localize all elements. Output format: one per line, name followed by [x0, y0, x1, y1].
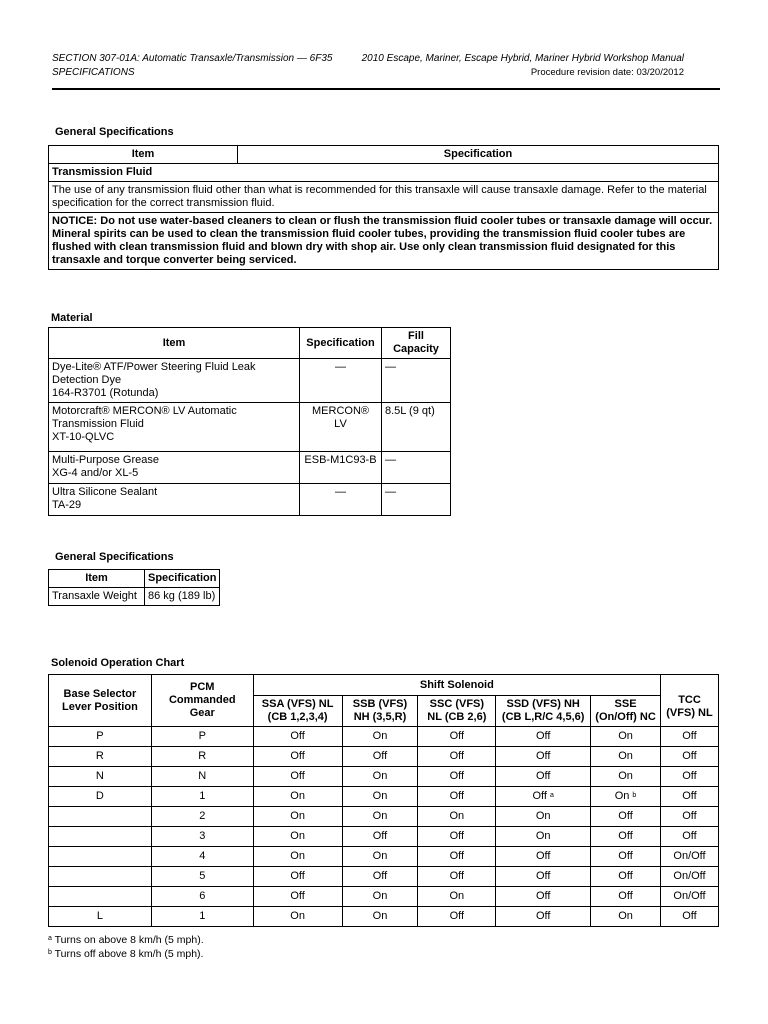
cell-ssd-value: Off — [535, 850, 551, 862]
header-divider — [52, 88, 720, 90]
cell-tcc — [661, 787, 719, 807]
table-row — [49, 787, 719, 807]
cell-lever — [49, 727, 152, 747]
notice-text: NOTICE: Do not use water-based cleaners to clean or flush the transmission fluid cooler tubes or transaxle damage will occur. Mineral spirits can be used to clean the transmission fluid cooler tubes, providing the transmission fluid cooler tubes are flushed with clean transmission fluid and blown dry with shop air. Use only clean transmission fluid designated for this transaxle and torque converter being serviced. — [49, 213, 719, 270]
material-col-spec: Specification — [300, 328, 382, 359]
cell-tcc — [661, 867, 719, 887]
cell-gear-value: 6 — [199, 890, 206, 902]
cell-gear — [151, 767, 253, 787]
fill-label: Fill — [408, 330, 424, 342]
footnote-a-text: Turns on above 8 km/h (5 mph). — [51, 934, 204, 946]
cell-ssa-value: On — [290, 830, 305, 842]
cell-ssa-value: Off — [290, 890, 305, 902]
pcm-label: PCM — [190, 681, 215, 693]
cell-sse — [591, 767, 661, 787]
cell-sse — [591, 907, 661, 927]
cell-gear — [151, 907, 253, 927]
footnote-a — [48, 933, 204, 947]
cell-ssd-value: Off — [535, 730, 551, 742]
cell-sse — [591, 807, 661, 827]
cell-gear-value: R — [198, 750, 207, 762]
cell-ssb-value: On — [372, 730, 388, 742]
table-row — [49, 847, 719, 867]
capacity-label: Capacity — [393, 343, 439, 355]
transaxle-weight-label: Transaxle Weight — [49, 588, 145, 606]
cell-ssc — [418, 767, 496, 787]
cell-ssa — [253, 907, 342, 927]
commanded-label: Commanded — [168, 694, 236, 706]
cell-ssc-value: On — [449, 890, 465, 902]
cell-ssc-value: On — [449, 810, 465, 822]
material-spec: ESB-M1C93-B — [304, 454, 377, 466]
cell-sse — [591, 867, 661, 887]
cell-gear — [151, 867, 253, 887]
cell-ssd-value: Off — [535, 870, 551, 882]
cell-ssb — [342, 907, 418, 927]
cell-gear-value: P — [198, 730, 206, 742]
cell-tcc — [661, 887, 719, 907]
cell-ssc — [418, 747, 496, 767]
cell-ssc — [418, 807, 496, 827]
cell-sse-value: Off — [618, 830, 633, 842]
cell-sse — [591, 747, 661, 767]
cell-ssb — [342, 727, 418, 747]
cell-sse-value: On — [618, 910, 633, 922]
cell-ssd-footnote-mark: a — [549, 792, 554, 799]
cell-ssd-value: Off — [535, 910, 551, 922]
cell-ssd — [496, 787, 591, 807]
cell-ssd — [496, 807, 591, 827]
cell-ssc — [418, 727, 496, 747]
material-item-line: XT-10-QLVC — [52, 431, 115, 443]
fluid-warning-note: The use of any transmission fluid other than what is recommended for this transaxle will cause transaxle damage. Refer to the material specification for the correct transmission fluid. — [49, 182, 719, 213]
cell-ssb — [342, 767, 418, 787]
cell-ssb-value: On — [372, 810, 388, 822]
material-item-line: XG-4 and/or XL-5 — [52, 467, 139, 479]
cell-ssa-value: Off — [290, 770, 305, 782]
cell-ssb-value: Off — [372, 870, 388, 882]
cell-lever-value: L — [96, 910, 103, 922]
material-title: Material — [51, 312, 93, 324]
header-revision-date: Procedure revision date: 03/20/2012 — [530, 67, 684, 78]
weight-col-item: Item — [49, 570, 145, 588]
cell-ssd — [496, 847, 591, 867]
cell-tcc-value: Off — [682, 730, 697, 742]
col-pcm-gear — [151, 675, 253, 727]
base-selector-label: Base Selector — [63, 687, 137, 700]
cell-ssa — [253, 727, 342, 747]
cell-gear-value: 1 — [199, 910, 206, 922]
cell-ssa-value: Off — [290, 870, 305, 882]
transaxle-weight-table — [48, 569, 220, 606]
cell-tcc-value: Off — [682, 910, 697, 922]
lever-position-label: Lever Position — [62, 700, 138, 713]
cell-tcc — [661, 767, 719, 787]
cell-ssc — [418, 867, 496, 887]
cell-ssb-value: On — [372, 790, 388, 802]
cell-gear — [151, 847, 253, 867]
cell-ssb-value: On — [372, 890, 388, 902]
cell-ssb-value: Off — [372, 830, 388, 842]
cell-ssd-value: Off — [535, 890, 551, 902]
material-spec: LV — [334, 418, 347, 430]
cell-ssc-value: Off — [449, 910, 465, 922]
footnote-a-mark: a — [48, 935, 52, 942]
material-fill: — — [385, 454, 396, 466]
cell-sse-value: On — [618, 770, 633, 782]
table-row — [49, 827, 719, 847]
cell-gear-value: 2 — [199, 810, 206, 822]
ssc-detail: NL (CB 2,6) — [427, 711, 487, 723]
cell-sse-value: On — [618, 730, 633, 742]
material-row — [49, 403, 451, 452]
cell-ssa — [253, 787, 342, 807]
footnote-b-text: Turns off above 8 km/h (5 mph). — [51, 948, 204, 960]
table-row — [49, 807, 719, 827]
cell-ssb — [342, 747, 418, 767]
material-item-line: Detection Dye — [52, 374, 122, 386]
material-item-line: Multi-Purpose Grease — [52, 454, 159, 466]
cell-sse — [591, 887, 661, 907]
cell-ssb — [342, 827, 418, 847]
header-specifications: SPECIFICATIONS — [52, 67, 135, 78]
cell-lever — [49, 767, 152, 787]
ssa-detail: (CB 1,2,3,4) — [267, 711, 328, 723]
cell-sse-value: Off — [618, 810, 633, 822]
cell-ssd — [496, 907, 591, 927]
cell-tcc-value: Off — [682, 810, 697, 822]
solenoid-chart-title: Solenoid Operation Chart — [51, 657, 185, 669]
material-item-line: Ultra Silicone Sealant — [52, 486, 158, 498]
cell-gear-value: 5 — [199, 870, 206, 882]
material-spec: MERCON® — [312, 405, 369, 417]
col-ssd — [496, 696, 591, 727]
cell-ssa — [253, 867, 342, 887]
cell-ssd-value: Off — [532, 790, 547, 802]
cell-ssd — [496, 867, 591, 887]
cell-tcc — [661, 847, 719, 867]
cell-ssc-value: Off — [449, 830, 465, 842]
cell-ssb-value: Off — [372, 750, 388, 762]
cell-lever — [49, 807, 152, 827]
cell-ssc-value: Off — [449, 770, 465, 782]
page-header — [52, 52, 718, 80]
cell-gear — [151, 807, 253, 827]
cell-ssb-value: On — [372, 910, 388, 922]
table-row — [49, 747, 719, 767]
material-spec: — — [335, 361, 346, 373]
material-table — [48, 327, 451, 516]
cell-tcc-value: On/Off — [673, 870, 706, 882]
cell-ssa — [253, 887, 342, 907]
cell-tcc-value: On/Off — [673, 890, 706, 902]
cell-sse-value: Off — [618, 870, 633, 882]
sse-detail: (On/Off) NC — [595, 711, 656, 723]
cell-lever — [49, 867, 152, 887]
cell-lever-value: N — [95, 770, 104, 782]
ssd-label: SSD (VFS) NH — [506, 698, 580, 710]
cell-ssa — [253, 807, 342, 827]
cell-sse-value: Off — [618, 890, 633, 902]
cell-gear-value: 3 — [199, 830, 206, 842]
general-specifications-2-title: General Specifications — [55, 551, 174, 563]
tcc-label: TCC — [678, 693, 701, 706]
footnote-b — [48, 947, 203, 961]
cell-ssd — [496, 887, 591, 907]
ssb-detail: NH (3,5,R) — [353, 711, 407, 723]
col-specification-header: Specification — [238, 146, 719, 164]
header-section-title: SECTION 307-01A: Automatic Transaxle/Transmission — 6F35 — [52, 53, 333, 64]
cell-tcc-value: Off — [682, 770, 697, 782]
cell-lever — [49, 847, 152, 867]
cell-tcc-value: Off — [682, 750, 697, 762]
material-col-item: Item — [49, 328, 300, 359]
material-item-line: 164-R3701 (Rotunda) — [52, 387, 159, 399]
material-item-line: Motorcraft® MERCON® LV Automatic — [52, 405, 237, 417]
cell-sse-value: On — [614, 790, 630, 802]
cell-gear — [151, 787, 253, 807]
cell-ssb — [342, 787, 418, 807]
material-fill: — — [385, 361, 396, 373]
cell-ssb — [342, 807, 418, 827]
table-row — [49, 767, 719, 787]
cell-tcc — [661, 827, 719, 847]
cell-ssd-value: Off — [535, 750, 551, 762]
table-row — [49, 727, 719, 747]
solenoid-operation-table — [48, 674, 719, 927]
material-spec: — — [335, 486, 346, 498]
material-fill: 8.5L (9 qt) — [385, 405, 435, 417]
cell-ssb-value: On — [372, 770, 388, 782]
cell-tcc-value: Off — [682, 790, 697, 802]
col-ssa — [253, 696, 342, 727]
cell-ssc — [418, 887, 496, 907]
cell-gear — [151, 727, 253, 747]
table-row — [49, 887, 719, 907]
cell-ssa — [253, 747, 342, 767]
material-col-fill — [382, 328, 451, 359]
ssc-label: SSC (VFS) — [429, 698, 485, 710]
cell-tcc — [661, 747, 719, 767]
material-row — [49, 359, 451, 403]
cell-ssd — [496, 827, 591, 847]
header-manual-title: 2010 Escape, Mariner, Escape Hybrid, Mariner Hybrid Workshop Manual — [361, 53, 684, 64]
cell-ssa — [253, 847, 342, 867]
cell-ssc — [418, 827, 496, 847]
cell-ssd-value: On — [535, 810, 551, 822]
general-specifications-title: General Specifications — [55, 126, 174, 138]
cell-tcc — [661, 807, 719, 827]
cell-gear-value: N — [198, 770, 207, 782]
col-ssb — [342, 696, 418, 727]
cell-tcc — [661, 907, 719, 927]
col-ssc — [418, 696, 496, 727]
cell-sse — [591, 827, 661, 847]
cell-ssc-value: Off — [449, 790, 465, 802]
cell-ssa — [253, 767, 342, 787]
cell-ssd — [496, 727, 591, 747]
gear-label: Gear — [189, 707, 215, 719]
ssa-label: SSA (VFS) NL — [261, 698, 334, 710]
cell-lever — [49, 827, 152, 847]
cell-ssc — [418, 907, 496, 927]
cell-ssc — [418, 787, 496, 807]
cell-tcc-value: On/Off — [673, 850, 706, 862]
cell-ssd-value: Off — [535, 770, 551, 782]
weight-col-spec: Specification — [145, 570, 220, 588]
cell-ssd — [496, 747, 591, 767]
material-fill: — — [385, 486, 396, 498]
cell-sse-value: Off — [618, 850, 633, 862]
cell-gear — [151, 747, 253, 767]
cell-sse-value: On — [618, 750, 633, 762]
table-row — [49, 867, 719, 887]
material-row — [49, 452, 451, 484]
cell-gear — [151, 887, 253, 907]
footnote-b-mark: b — [48, 949, 52, 956]
cell-lever — [49, 787, 152, 807]
ssd-detail: (CB L,R/C 4,5,6) — [501, 711, 585, 723]
cell-ssa-value: On — [290, 910, 305, 922]
col-item-header: Item — [49, 146, 238, 164]
cell-sse — [591, 847, 661, 867]
cell-lever-value: P — [96, 730, 104, 742]
cell-ssb — [342, 867, 418, 887]
cell-gear-value: 1 — [199, 790, 206, 802]
cell-ssb — [342, 847, 418, 867]
cell-ssc — [418, 847, 496, 867]
cell-ssc-value: Off — [449, 750, 465, 762]
table-row — [49, 907, 719, 927]
cell-ssc-value: Off — [449, 870, 465, 882]
cell-gear-value: 4 — [199, 850, 206, 862]
material-row — [49, 484, 451, 516]
cell-ssa-value: Off — [290, 750, 305, 762]
cell-lever — [49, 887, 152, 907]
cell-ssa — [253, 827, 342, 847]
cell-ssa-value: Off — [290, 730, 305, 742]
cell-ssd — [496, 767, 591, 787]
general-specifications-table — [48, 145, 719, 270]
cell-ssb-value: On — [372, 850, 388, 862]
sse-label: SSE — [614, 698, 637, 710]
cell-tcc — [661, 727, 719, 747]
cell-ssc-value: Off — [449, 850, 465, 862]
transmission-fluid-subhead: Transmission Fluid — [49, 164, 719, 182]
cell-sse-footnote-mark: b — [632, 792, 637, 799]
cell-ssb — [342, 887, 418, 907]
cell-sse — [591, 787, 661, 807]
cell-sse — [591, 727, 661, 747]
tcc-type-label: (VFS) NL — [666, 706, 713, 719]
cell-gear — [151, 827, 253, 847]
cell-ssc-value: Off — [449, 730, 465, 742]
cell-tcc-value: Off — [682, 830, 697, 842]
cell-ssa-value: On — [290, 850, 305, 862]
shift-solenoid-header: Shift Solenoid — [253, 675, 660, 696]
material-item-line: TA-29 — [52, 499, 82, 511]
material-item-line: Dye-Lite® ATF/Power Steering Fluid Leak — [52, 361, 256, 373]
cell-ssa-value: On — [290, 790, 305, 802]
col-sse — [591, 696, 661, 727]
material-item-line: Transmission Fluid — [52, 418, 144, 430]
cell-ssa-value: On — [290, 810, 305, 822]
col-base-selector — [49, 675, 152, 727]
cell-lever — [49, 747, 152, 767]
col-tcc — [661, 675, 719, 727]
transaxle-weight-value: 86 kg (189 lb) — [145, 588, 220, 606]
cell-lever-value: R — [95, 750, 104, 762]
cell-lever — [49, 907, 152, 927]
ssb-label: SSB (VFS) — [352, 698, 408, 710]
cell-ssd-value: On — [535, 830, 551, 842]
cell-lever-value: D — [95, 790, 104, 802]
